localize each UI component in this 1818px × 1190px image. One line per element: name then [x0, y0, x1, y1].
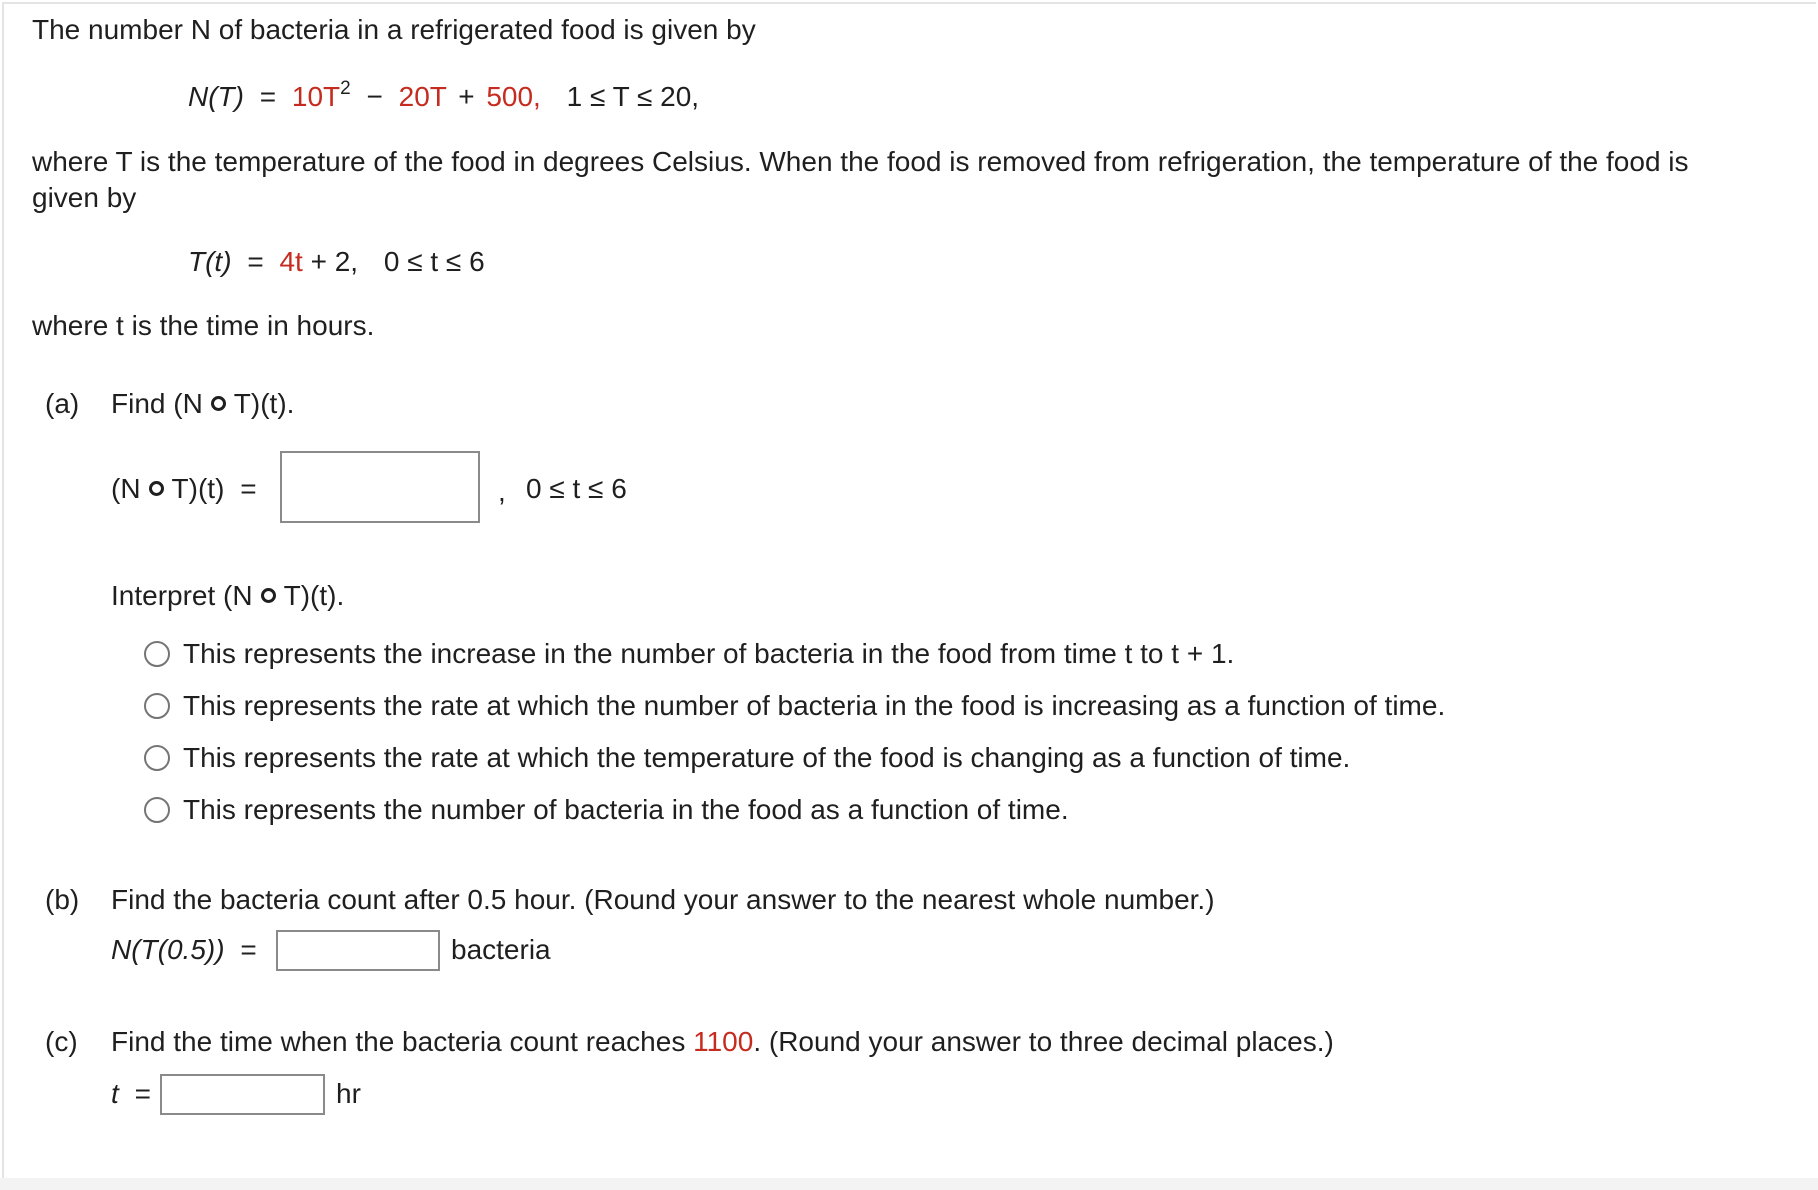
part-a-prompt-pre: Find (N	[111, 388, 203, 419]
part-b-unit: bacteria	[451, 934, 551, 965]
part-c-unit: hr	[336, 1078, 361, 1109]
interpret-prompt-pre: Interpret (N	[111, 580, 253, 611]
eq2-lhs: T(t)	[188, 246, 232, 277]
part-a-answer-lhs-pre: (N	[111, 473, 141, 504]
bacteria-count-input[interactable]	[276, 930, 440, 971]
interpret-option-3-label[interactable]: This represents the rate at which the temperature of the food is changing as a function of time.	[183, 742, 1351, 773]
part-a-prompt-post: T)(t).	[233, 388, 295, 419]
temperature-sentence-line1: where T is the temperature of the food in degrees Celsius. When the food is removed from refrigeration, the temperature of the food is	[32, 146, 1689, 177]
eq2-rest: + 2,	[310, 246, 359, 277]
part-c-answer-label	[111, 1076, 151, 1112]
part-b-label: (b)	[45, 884, 80, 915]
eq1-term3: 500,	[486, 81, 541, 112]
part-b-answer-label	[111, 932, 257, 968]
part-a-answer-equals: =	[240, 473, 257, 504]
interpret-option-2-radio[interactable]	[144, 693, 170, 719]
part-a-answer-comma: ,	[498, 476, 506, 507]
part-b-prompt: Find the bacteria count after 0.5 hour. (Round your answer to the nearest whole number.)	[111, 884, 1215, 915]
eq1-term2: 20T	[398, 81, 447, 112]
bottom-band	[0, 1178, 1818, 1190]
part-c-prompt	[111, 1024, 1334, 1060]
interpret-option-1-label[interactable]: This represents the increase in the number of bacteria in the food from time t to t + 1.	[183, 638, 1235, 669]
interpret-option-4-radio[interactable]	[144, 797, 170, 823]
part-a-answer-domain: 0 ≤ t ≤ 6	[526, 473, 627, 504]
part-a-answer-label	[111, 471, 257, 507]
part-c-answer-lhs: t	[111, 1078, 119, 1109]
interpret-option-3-radio[interactable]	[144, 745, 170, 771]
part-a-prompt	[111, 386, 294, 422]
time-answer-input[interactable]	[160, 1074, 325, 1115]
part-a-label: (a)	[45, 388, 80, 419]
interpret-prompt-post: T)(t).	[283, 580, 345, 611]
eq1-minus: −	[366, 81, 383, 112]
eq1-plus: +	[458, 81, 475, 112]
time-sentence: where t is the time in hours.	[32, 310, 375, 341]
eq1-term1: 10T	[291, 81, 341, 112]
part-b-answer-lhs: N(T(0.5))	[111, 934, 225, 965]
compose-ring-icon	[149, 481, 164, 496]
part-b-answer-equals: =	[240, 934, 257, 965]
compose-ring-icon	[211, 396, 226, 411]
eq1-exponent: 2	[340, 78, 351, 99]
interpret-prompt	[111, 578, 344, 614]
part-c-target-count: 1100	[693, 1026, 754, 1057]
interpret-option-1-radio[interactable]	[144, 641, 170, 667]
compose-ring-icon	[261, 588, 276, 603]
part-c-label: (c)	[45, 1026, 78, 1057]
temperature-sentence-line2: given by	[32, 182, 137, 213]
eq2-equals: =	[247, 246, 264, 277]
part-a-answer-lhs-post: T)(t)	[171, 473, 225, 504]
eq2-rhs: 4t	[279, 246, 303, 277]
interpret-option-2-label[interactable]: This represents the rate at which the number of bacteria in the food is increasing as a function of time.	[183, 690, 1446, 721]
part-c-prompt-pre: Find the time when the bacteria count reaches	[111, 1026, 686, 1057]
part-c-answer-equals: =	[134, 1078, 151, 1109]
intro-sentence: The number N of bacteria in a refrigerated food is given by	[32, 14, 756, 45]
eq1-lhs: N(T)	[188, 81, 244, 112]
interpret-option-4-label[interactable]: This represents the number of bacteria in the food as a function of time.	[183, 794, 1069, 825]
eq2-domain: 0 ≤ t ≤ 6	[383, 246, 485, 277]
composition-answer-input[interactable]	[280, 451, 480, 523]
eq1-equals: =	[259, 81, 277, 112]
eq1-domain: 1 ≤ T ≤ 20,	[566, 81, 700, 112]
bacteria-equation	[188, 79, 699, 119]
temperature-equation	[188, 244, 485, 280]
part-c-prompt-post: . (Round your answer to three decimal places.)	[753, 1026, 1334, 1057]
